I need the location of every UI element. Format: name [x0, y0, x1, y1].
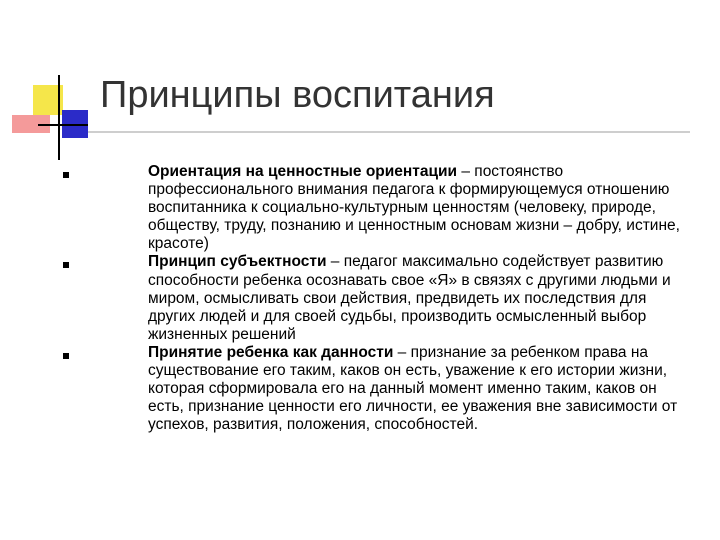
- square-bullet-icon: [63, 262, 69, 268]
- bullet-lead: Принятие ребенка как данности: [148, 343, 394, 361]
- bullet-list: [0, 163, 720, 434]
- slide-title: Принципы воспитания: [100, 74, 495, 116]
- bullet-body: – постоянство профессионального внимания педагога к формирующемуся отношению воспитанника к социально-культурным ценностям (человеку, природе, обществу, труду, познанию и ценностным основам жизни – добру, истине, красоте): [148, 163, 680, 253]
- bullet-item-child-acceptance: [0, 344, 720, 434]
- bullet-lead: Ориентация на ценностные ориентации: [148, 163, 458, 180]
- bullet-item-values-orientation: [0, 163, 720, 253]
- square-bullet-icon: [63, 353, 69, 359]
- bullet-text: [148, 344, 688, 434]
- bullet-text: [148, 253, 688, 343]
- square-bullet-icon: [63, 172, 69, 178]
- bullet-body: – признание за ребенком права на существование его таким, каков он есть, уважение к его истории жизни, которая сформировала его на данный момент именно таким, каков он есть, признание ценности его личности, ее уважения вне зависимости от успехов, развития, положения, способностей.: [148, 343, 678, 434]
- bullet-item-subjectness: [0, 253, 720, 343]
- bullet-body: – педагог максимально содействует развитию способности ребенка осознавать свое «Я» в связях с другими людьми и миром, осмысливать свои действия, предвидеть их последствия для других людей и для своей судьбы, производить осмысленный выбор жизненных решений: [148, 253, 671, 343]
- bullet-lead: Принцип субъектности: [148, 253, 327, 271]
- bullet-text: [148, 163, 688, 253]
